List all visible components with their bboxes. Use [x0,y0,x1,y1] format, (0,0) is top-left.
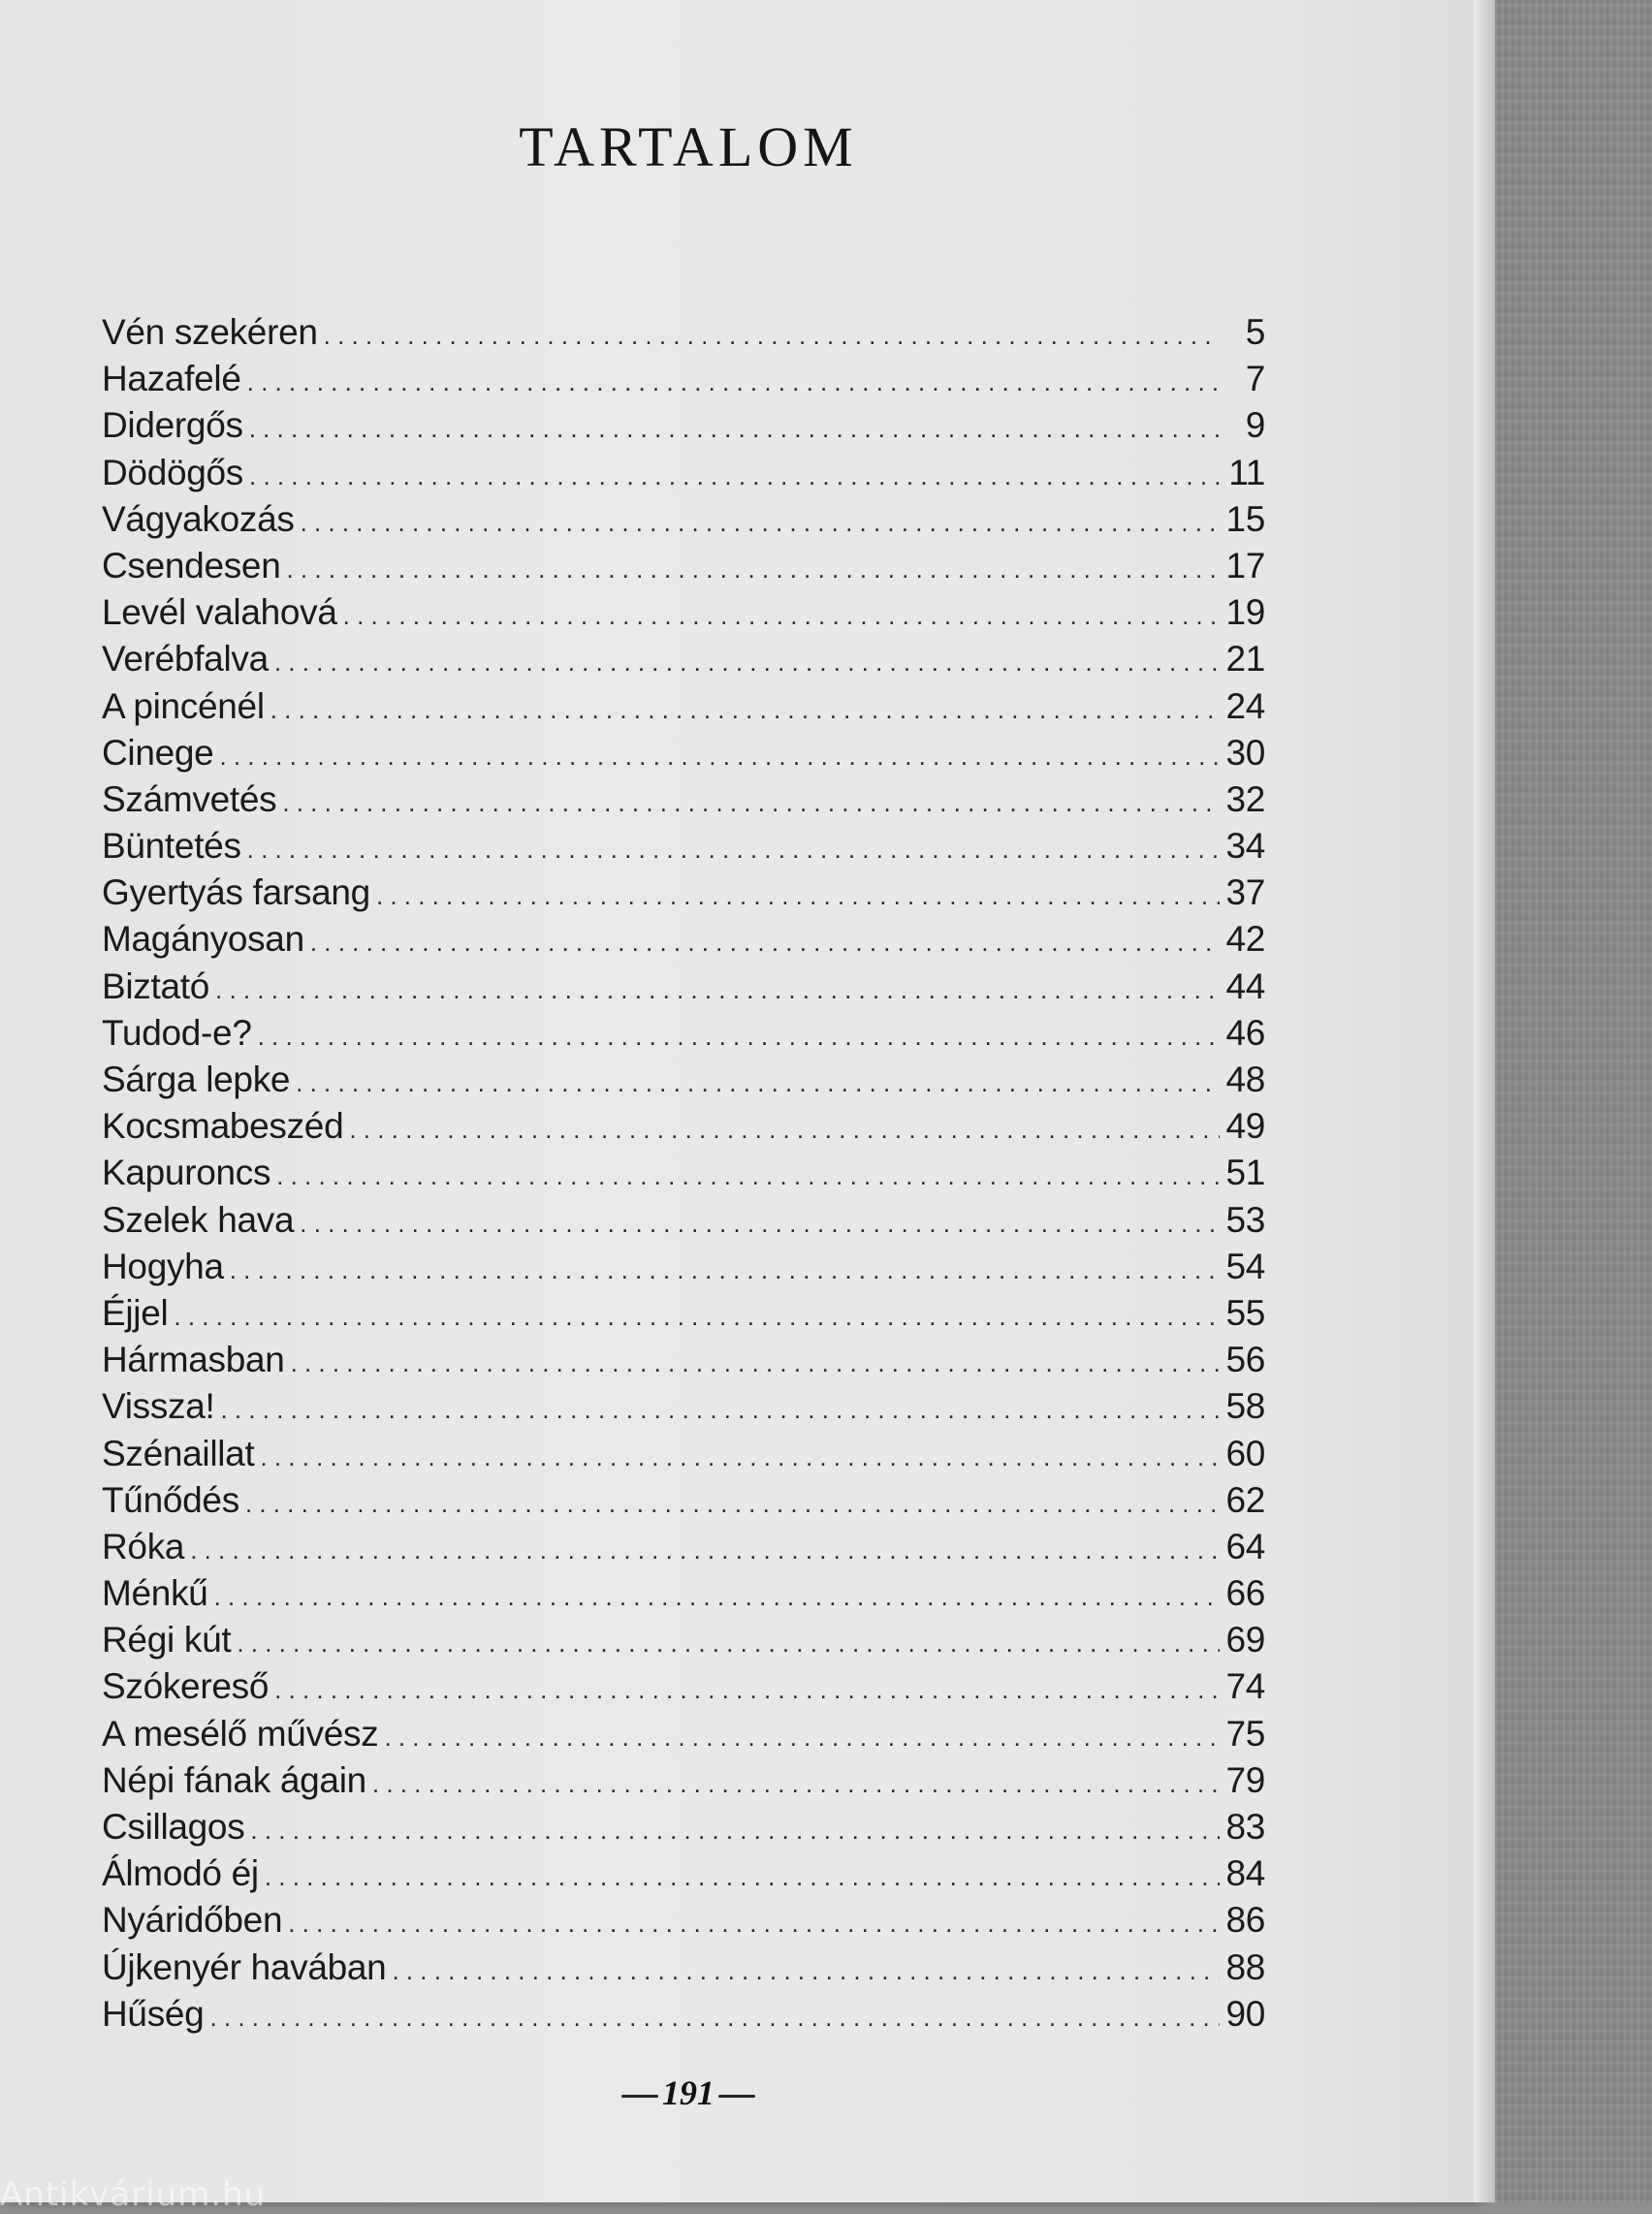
table-of-contents [102,312,1265,2040]
toc-entry-title: Gyertyás farsang [102,872,370,913]
toc-entry-title: Róka [102,1526,185,1566]
dot-leader [376,881,1221,911]
toc-entry [102,546,1265,592]
toc-entry [102,779,1265,826]
toc-entry-page: 46 [1225,1012,1265,1053]
dot-leader [296,1068,1220,1098]
toc-entry [102,592,1265,639]
toc-entry-page: 86 [1225,1900,1265,1941]
flourish-right-icon [718,2095,755,2098]
toc-entry-title: Vissza! [102,1386,215,1427]
dot-leader [324,321,1221,351]
toc-entry [102,1714,1265,1760]
toc-entry [102,359,1265,405]
dot-leader [392,1956,1220,1986]
toc-entry-title: Verébfalva [102,639,269,680]
page-number [0,2072,1377,2113]
toc-entry-page: 17 [1225,545,1265,585]
dot-leader [230,1255,1221,1285]
dot-leader [237,1629,1220,1659]
toc-entry-title: Vén szekéren [102,312,318,352]
toc-entry-page: 9 [1245,405,1265,446]
dot-leader [174,1302,1220,1332]
toc-entry [102,312,1265,359]
dot-leader [249,461,1221,491]
dot-leader [372,1769,1221,1799]
toc-entry-page: 62 [1225,1479,1265,1520]
dot-leader [274,1675,1220,1705]
dot-leader [287,554,1221,585]
toc-entry [102,639,1265,685]
toc-entry-page: 37 [1225,872,1265,913]
toc-entry-page: 7 [1245,359,1265,399]
dot-leader [282,788,1220,818]
toc-entry-title: A mesélő művész [102,1713,379,1754]
toc-entry-title: Tűnődés [102,1479,239,1520]
toc-entry [102,1900,1265,1946]
toc-entry [102,1573,1265,1620]
toc-entry [102,919,1265,965]
toc-entry-page: 32 [1225,778,1265,819]
toc-entry-page: 84 [1225,1853,1265,1894]
toc-entry-title: A pincénél [102,685,265,726]
toc-entry-title: Hármasban [102,1340,285,1380]
toc-entry-title: Magányosan [102,919,304,960]
toc-entry-page: 58 [1225,1386,1265,1427]
dot-leader [247,367,1221,397]
dot-leader [288,1909,1220,1939]
toc-entry-page: 5 [1245,312,1265,352]
toc-entry-page: 69 [1225,1620,1265,1660]
toc-entry [102,1434,1265,1480]
dot-leader [219,742,1220,772]
background-surface [1495,0,1652,2202]
toc-entry [102,1013,1265,1060]
toc-entry-page: 88 [1225,1946,1265,1987]
toc-entry [102,405,1265,452]
dot-leader [310,928,1221,958]
dot-leader [258,1022,1221,1052]
toc-entry [102,1807,1265,1853]
toc-entry-title: Didergős [102,405,243,446]
toc-entry-page: 51 [1225,1153,1265,1193]
toc-entry-page: 21 [1225,639,1265,680]
toc-entry [102,686,1265,733]
toc-entry-title: Biztató [102,965,210,1006]
toc-entry-title: Hazafelé [102,359,241,399]
toc-entry [102,966,1265,1013]
toc-entry [102,826,1265,872]
dot-leader [215,975,1220,1005]
dot-leader [291,1348,1221,1378]
toc-entry-page: 83 [1225,1807,1265,1847]
toc-entry [102,733,1265,779]
dot-leader [249,414,1221,444]
toc-entry-page: 15 [1225,498,1265,539]
dot-leader [270,695,1221,725]
toc-entry [102,1853,1265,1900]
toc-entry-page: 42 [1225,919,1265,960]
page-edge [1474,0,1495,2202]
toc-entry-page: 48 [1225,1060,1265,1099]
toc-entry-page: 19 [1225,592,1265,633]
toc-entry-title: Ménkű [102,1573,208,1614]
toc-entry-page: 24 [1225,685,1265,726]
toc-entry [102,1527,1265,1573]
toc-entry-title: Álmodó éj [102,1853,259,1894]
toc-entry [102,1153,1265,1199]
toc-entry-title: Nyáridőben [102,1900,283,1941]
toc-entry-title: Tudod-e? [102,1012,252,1053]
toc-entry-page: 74 [1225,1666,1265,1707]
toc-entry-title: Szénaillat [102,1433,255,1473]
dot-leader [265,1862,1221,1892]
toc-entry-page: 53 [1225,1199,1265,1240]
toc-entry-page: 44 [1225,965,1265,1006]
toc-entry-page: 54 [1225,1246,1265,1286]
toc-entry [102,1480,1265,1527]
toc-entry-page: 34 [1225,826,1265,867]
toc-entry-title: Számvetés [102,778,277,819]
toc-entry [102,1620,1265,1666]
toc-entry-page: 11 [1228,452,1265,492]
toc-entry [102,1247,1265,1293]
dot-leader [349,1115,1220,1145]
toc-entry-title: Büntetés [102,826,241,867]
toc-entry-title: Szókereső [102,1666,270,1707]
dot-leader [250,1816,1220,1846]
toc-entry-title: Szelek hava [102,1199,295,1240]
toc-entry-title: Újkenyér havában [102,1946,387,1987]
toc-entry-title: Hogyha [102,1246,224,1286]
toc-entry-title: Hűség [102,1993,205,2034]
dot-leader [301,508,1221,538]
toc-entry-page: 49 [1225,1106,1265,1147]
toc-entry-title: Csillagos [102,1807,245,1847]
dot-leader [209,2003,1220,2033]
toc-entry-page: 30 [1225,732,1265,773]
toc-entry [102,499,1265,546]
dot-leader [384,1723,1220,1753]
toc-entry [102,1666,1265,1713]
toc-entry-title: Dödögős [102,452,244,492]
toc-entry-title: Vágyakozás [102,498,295,539]
toc-entry [102,1760,1265,1807]
toc-entry [102,1947,1265,1994]
dot-leader [221,1395,1221,1425]
toc-entry-page: 64 [1225,1526,1265,1566]
toc-entry-title: Régi kút [102,1620,232,1660]
toc-entry [102,1200,1265,1247]
dot-leader [190,1535,1220,1566]
toc-entry-page: 75 [1225,1713,1265,1754]
dot-leader [245,1489,1221,1519]
watermark: Antikvárium.hu [0,2175,267,2214]
dot-leader [276,1161,1220,1191]
toc-entry-title: Kocsmabeszéd [102,1106,344,1147]
toc-entry-page: 90 [1225,1993,1265,2034]
toc-entry [102,453,1265,499]
toc-entry-title: Csendesen [102,545,281,585]
dot-leader [214,1582,1221,1612]
toc-entry [102,1994,1265,2040]
toc-entry-page: 79 [1225,1759,1265,1800]
page-number-value: 191 [662,2073,715,2112]
dot-leader [260,1442,1220,1472]
page-title: TARTALOM [519,115,858,178]
toc-entry [102,1293,1265,1340]
flourish-left-icon [621,2095,658,2098]
toc-entry-page: 55 [1225,1292,1265,1333]
toc-entry [102,872,1265,919]
toc-entry [102,1386,1265,1433]
toc-entry-title: Kapuroncs [102,1153,271,1193]
dot-leader [300,1209,1220,1239]
toc-entry-page: 66 [1225,1573,1265,1614]
toc-entry-title: Levél valahová [102,592,337,633]
toc-entry-title: Sárga lepke [102,1060,291,1099]
toc-entry-page: 60 [1225,1433,1265,1473]
toc-entry [102,1340,1265,1386]
toc-entry [102,1060,1265,1106]
toc-entry-page: 56 [1225,1340,1265,1380]
toc-entry-title: Népi fának ágain [102,1759,366,1800]
toc-entry-title: Éjjel [102,1292,169,1333]
dot-leader [247,835,1221,865]
toc-entry-title: Cinege [102,732,214,773]
dot-leader [274,648,1221,678]
toc-entry [102,1106,1265,1153]
dot-leader [343,601,1221,631]
